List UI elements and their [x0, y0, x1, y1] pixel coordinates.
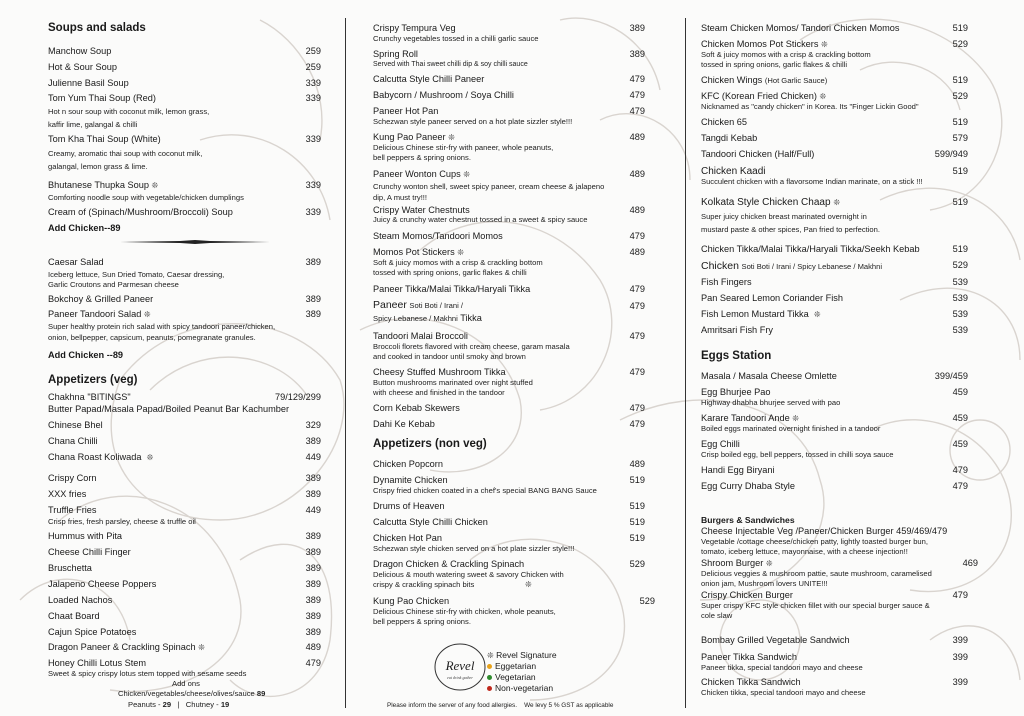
section-title-soups: Soups and salads — [48, 22, 146, 34]
menu-item-price: 389 — [305, 257, 321, 267]
menu-item-desc: tossed with spring onions, garlic flakes & chilli — [373, 268, 527, 277]
menu-item-price: 459 — [952, 387, 968, 397]
menu-item-price: 479 — [629, 301, 645, 311]
menu-item-price: 489 — [629, 205, 645, 215]
menu-item-desc: Delicious Chinese stir-fry with chicken, whole peanuts, — [373, 607, 556, 616]
section-title-eggs: Eggs Station — [701, 350, 772, 362]
signature-icon: ❊ — [765, 559, 773, 568]
menu-item-price: 519 — [952, 244, 968, 254]
menu-item-price: 519 — [629, 533, 645, 543]
menu-item-price: 389 — [629, 23, 645, 33]
menu-item-desc: tomato, iceberg lettuce, mayonnaise, with a cheese injection!! — [701, 547, 908, 556]
menu-item-price: 459 — [952, 413, 968, 423]
menu-item-desc: Delicious & mouth watering sweet & savory Chicken with — [373, 570, 564, 579]
menu-item-name: Calcutta Style Chilli Paneer — [373, 74, 485, 84]
menu-item-name: Tandoori Malai Broccoli — [373, 331, 468, 341]
menu-item-desc: Soft & juicy momos with a crisp & crackling bottom — [373, 258, 543, 267]
section-divider — [120, 240, 270, 244]
menu-item-name: Hummus with Pita — [48, 531, 123, 541]
menu-item-price: 389 — [305, 547, 321, 557]
menu-item-price: 339 — [305, 134, 321, 144]
menu-item-name: Paneer Tandoori Salad ❊ — [48, 309, 151, 319]
menu-item-price: 479 — [629, 74, 645, 84]
menu-item-desc: Sweet & spicy crispy lotus stem topped with sesame seeds — [48, 669, 247, 678]
menu-item-price: 529 — [952, 39, 968, 49]
column-divider — [685, 18, 686, 708]
menu-item-name: Crispy Corn — [48, 473, 97, 483]
menu-item-name: Bruschetta — [48, 563, 92, 573]
signature-icon: ❊ — [151, 181, 159, 190]
menu-item-desc: Creamy, aromatic thai soup with coconut milk, — [48, 149, 203, 158]
menu-item-price: 389 — [305, 611, 321, 621]
menu-item-name: Cheese Injectable Veg /Paneer/Chicken Burger 459/469/479 — [701, 526, 948, 536]
menu-item-price: 539 — [952, 277, 968, 287]
menu-item-name: Spring Roll — [373, 49, 418, 59]
egg-dot-icon — [487, 664, 492, 669]
menu-item-price: 389 — [305, 595, 321, 605]
menu-item-desc: Crisp fries, fresh parsley, cheese & truffle oil — [48, 517, 196, 526]
menu-item-price: 489 — [629, 459, 645, 469]
menu-item-name: Karare Tandoori Ande ❊ — [701, 413, 799, 423]
menu-item-price: 389 — [305, 473, 321, 483]
legend-signature: ❊ Revel Signature — [487, 650, 557, 660]
menu-item-name: Paneer Wonton Cups ❊ — [373, 169, 470, 179]
menu-item-desc: with cheese and finished in the tandoor — [373, 388, 505, 397]
signature-icon: ❊ — [821, 40, 828, 49]
menu-item-price: 489 — [305, 642, 321, 652]
menu-item-name: Babycorn / Mushroom / Soya Chilli — [373, 90, 514, 100]
signature-icon: ❊ — [833, 198, 841, 207]
menu-item-desc: Button mushrooms marinated over night stuffed — [373, 378, 533, 387]
menu-item-desc: Crispy fried chicken coated in a chef's special BANG BANG Sauce — [373, 486, 597, 495]
menu-item-price: 399 — [952, 677, 968, 687]
menu-item-price: 449 — [305, 452, 321, 462]
menu-item-price: 339 — [305, 180, 321, 190]
menu-item-price: 459 — [952, 439, 968, 449]
menu-item-desc: and cooked in tandoor until smoky and brown — [373, 352, 526, 361]
menu-item-price: 479 — [952, 481, 968, 491]
menu-item-name: Steam Momos/Tandoori Momos — [373, 231, 503, 241]
logo-wordmark: Revel — [445, 658, 475, 673]
menu-item-price: 519 — [952, 23, 968, 33]
menu-item-desc: Schezwan style chicken served on a hot plate sizzler style!!! — [373, 544, 575, 553]
menu-item-desc: Delicious Chinese stir-fry with paneer, whole peanuts, — [373, 143, 554, 152]
menu-item-price: 389 — [305, 436, 321, 446]
addons-extra: Peanuts - 29 | Chutney - 19 — [128, 700, 230, 709]
footer-note: Please inform the server of any food allergies. We levy 5 % GST as applicable — [387, 702, 614, 709]
addons-line: Chicken/vegetables/cheese/olives/sauce 89 — [118, 689, 266, 698]
menu-item-desc: cole slaw — [701, 611, 733, 620]
signature-icon: ❊ — [819, 92, 827, 101]
menu-item-name: Bokchoy & Grilled Paneer — [48, 294, 154, 304]
add-chicken-note: Add Chicken --89 — [48, 350, 124, 360]
menu-item-desc: bell peppers & spring onions. — [373, 617, 471, 626]
menu-item-price: 539 — [952, 309, 968, 319]
signature-icon: ❊ — [524, 580, 532, 589]
menu-item-price: 479 — [952, 590, 968, 600]
menu-item-name: Loaded Nachos — [48, 595, 113, 605]
menu-item-name: Chicken Tikka/Malai Tikka/Haryali Tikka/Seekh Kebab — [701, 244, 920, 254]
menu-item-desc: Chicken tikka, special tandoori mayo and cheese — [701, 688, 866, 697]
menu-item-name: Manchow Soup — [48, 46, 112, 56]
menu-item-price: 259 — [305, 62, 321, 72]
menu-item-price: 479 — [305, 658, 321, 668]
menu-item-name: Fish Fingers — [701, 277, 752, 287]
menu-item-desc: Iceberg lettuce, Sun Dried Tomato, Caesar dressing, — [48, 270, 225, 279]
menu-item-price: 479 — [629, 106, 645, 116]
menu-item-desc: Crunchy wonton shell, sweet spicy paneer, cream cheese & jalapeno — [373, 182, 605, 191]
section-title-appetizers-veg: Appetizers (veg) — [48, 374, 138, 386]
menu-item-price: 389 — [305, 563, 321, 573]
menu-item-name: Steam Chicken Momos/ Tandori Chicken Momos — [701, 23, 900, 33]
menu-item-price: 479 — [629, 403, 645, 413]
menu-item-price: 449 — [305, 505, 321, 515]
add-chicken-note: Add Chicken--89 — [48, 223, 121, 233]
logo-tagline: eat drink gather — [447, 675, 473, 680]
menu-item-name: Chakhna "BITINGS" — [48, 392, 131, 402]
signature-icon: ❊ — [487, 651, 494, 660]
veg-dot-icon — [487, 675, 492, 680]
menu-item-name: Tom Kha Thai Soup (White) — [48, 134, 161, 144]
menu-item-name: Chicken Kaadi — [701, 166, 766, 177]
menu-item-name: Dragon Paneer & Crackling Spinach ❊ — [48, 642, 205, 652]
menu-item-name: Calcutta Style Chilli Chicken — [373, 517, 488, 527]
menu-item-name: Paneer Tikka/Malai Tikka/Haryali Tikka — [373, 284, 531, 294]
menu-item-name: Dynamite Chicken — [373, 475, 448, 485]
menu-item-desc: Delicious veggies & mushroom pattie, saute mushroom, caramelised — [701, 569, 932, 578]
menu-item-name: Drums of Heaven — [373, 501, 445, 511]
menu-item-price: 519 — [952, 197, 968, 207]
menu-item-desc: kaffir lime, galangal & chilli — [48, 120, 138, 129]
menu-item-name: Chinese Bhel — [48, 420, 103, 430]
menu-item-desc: tossed in spring onions, garlic flakes & chilli — [701, 60, 848, 69]
signature-icon: ❊ — [448, 133, 455, 142]
menu-item-name: Dahi Ke Kebab — [373, 419, 435, 429]
signature-icon: ❊ — [146, 453, 154, 462]
menu-item-price: 389 — [305, 309, 321, 319]
menu-item-desc: Succulent chicken with a flavorsome Indian marinate, on a stick !!! — [701, 177, 923, 186]
menu-item-price: 519 — [629, 517, 645, 527]
legend-vegetarian: Vegetarian — [487, 672, 557, 683]
menu-item-desc: Super healthy protein rich salad with spicy tandoori paneer/chicken, — [48, 322, 276, 331]
menu-item-name: XXX fries — [48, 489, 87, 499]
menu-item-name: Egg Curry Dhaba Style — [701, 481, 795, 491]
menu-item-name: Chicken 65 — [701, 117, 747, 127]
menu-item-desc: Paneer tikka, special tandoori mayo and cheese — [701, 663, 863, 672]
menu-item-desc: galangal, lemon grass & lime. — [48, 162, 148, 171]
menu-item-name: Masala / Masala Cheese Omlette — [701, 371, 837, 381]
menu-item-price: 599/949 — [934, 149, 968, 159]
menu-item-name: Pan Seared Lemon Coriander Fish — [701, 293, 843, 303]
signature-icon: ❊ — [143, 310, 151, 319]
menu-item-name: Corn Kebab Skewers — [373, 403, 460, 413]
menu-item-desc: Crunchy vegetables tossed in a chilli garlic sauce — [373, 34, 539, 43]
legend-eggetarian: Eggetarian — [487, 661, 557, 672]
menu-item-desc: Juicy & crunchy water chestnut tossed in a sweet & spicy sauce — [373, 215, 588, 224]
revel-logo — [433, 642, 487, 692]
menu-item-price: 389 — [305, 627, 321, 637]
addons-title: Add ons — [172, 679, 200, 688]
legend — [487, 650, 557, 694]
menu-item-price: 519 — [629, 501, 645, 511]
menu-item-name: Chicken Tikka Sandwich — [701, 677, 801, 687]
menu-item-desc: onion, bellpepper, capsicum, peanuts, pomegranate granules. — [48, 333, 256, 342]
menu-item-name: Paneer Tikka Sandwich — [701, 652, 798, 662]
menu-item-price: 479 — [952, 465, 968, 475]
menu-item-name: Chicken Hot Pan — [373, 533, 442, 543]
menu-item-price: 79/129/299 — [275, 392, 321, 402]
menu-item-price: 489 — [629, 247, 645, 257]
menu-item-desc: Crisp boiled egg, bell peppers, tossed in chilli soya sauce — [701, 450, 894, 459]
menu-item-price: 389 — [305, 531, 321, 541]
menu-item-desc: Nicknamed as "candy chicken" in Korea. Its "Finger Lickin Good" — [701, 102, 919, 111]
menu-item-desc: mustard paste & other spices, Pan fried to perfection. — [701, 225, 880, 234]
menu-item-name: Tandoori Chicken (Half/Full) — [701, 149, 815, 159]
menu-item-name: Crispy Chicken Burger — [701, 590, 793, 600]
menu-item-name: Hot & Sour Soup — [48, 62, 117, 72]
menu-item-price: 479 — [629, 331, 645, 341]
menu-item-price: 479 — [629, 231, 645, 241]
menu-item-price: 539 — [952, 325, 968, 335]
menu-item-name: Cajun Spice Potatoes — [48, 627, 137, 637]
menu-item-desc: Boiled eggs marinated overnight finished in a tandoor — [701, 424, 881, 433]
menu-item-price: 529 — [639, 596, 655, 606]
menu-item-name: Honey Chilli Lotus Stem — [48, 658, 147, 668]
menu-item-desc: Super juicy chicken breast marinated overnight in — [701, 212, 867, 221]
menu-item-name: Chicken Soti Boti / Irani / Spicy Lebanese / Makhni — [701, 260, 883, 272]
menu-item-name: Chicken Popcorn — [373, 459, 443, 469]
menu-item-price: 339 — [305, 93, 321, 103]
menu-item-desc: Served with Thai sweet chilli dip & soy chilli sauce — [373, 61, 528, 68]
menu-item-price: 489 — [629, 132, 645, 142]
menu-item-desc: Highway dhabha bhurjee served with pao — [701, 398, 841, 407]
menu-item-desc: Garlic Croutons and Parmesan cheese — [48, 280, 179, 289]
menu-item-desc: Broccoli florets flavored with cream cheese, garam masala — [373, 342, 570, 351]
menu-item-price: 339 — [305, 78, 321, 88]
menu-item-desc: Comforting noodle soup with vegetable/chicken dumplings — [48, 193, 244, 202]
menu-item-price: 529 — [952, 91, 968, 101]
signature-icon: ❊ — [813, 310, 821, 319]
menu-item-price: 479 — [629, 419, 645, 429]
menu-item-desc: Spicy Lebanese / Makhni Tikka — [373, 313, 482, 323]
menu-item-name: Egg Bhurjee Pao — [701, 387, 771, 397]
menu-item-name: KFC (Korean Fried Chicken) ❊ — [701, 91, 827, 101]
menu-item-price: 529 — [629, 559, 645, 569]
menu-item-desc: Butter Papad/Masala Papad/Boiled Peanut Bar Kachumber — [48, 404, 290, 414]
menu-item-price: 389 — [305, 579, 321, 589]
menu-item-name: Chana Roast Koliwada ❊ — [48, 452, 154, 462]
menu-item-desc: Vegetable /cottage cheese/chicken patty, lightly toasted burger bun, — [701, 537, 928, 546]
menu-item-desc: Super crispy KFC style chicken fillet with our special burger sauce & — [701, 601, 930, 610]
menu-item-price: 399 — [952, 652, 968, 662]
menu-item-price: 389 — [305, 294, 321, 304]
menu-item-price: 479 — [629, 284, 645, 294]
column-divider — [345, 18, 346, 708]
menu-item-price: 519 — [952, 166, 968, 176]
menu-item-name: Cheese Chilli Finger — [48, 547, 131, 557]
menu-item-name: Bombay Grilled Vegetable Sandwich — [701, 635, 850, 645]
menu-item-desc: bell peppers & spring onions. — [373, 153, 471, 162]
menu-item-price: 519 — [952, 117, 968, 127]
menu-item-name: Egg Chilli — [701, 439, 740, 449]
menu-item-desc: Schezwan style paneer served on a hot plate sizzler style!!! — [373, 117, 573, 126]
menu-item-price: 579 — [952, 133, 968, 143]
menu-item-desc: crispy & crackling spinach bits ❊ — [373, 580, 532, 589]
menu-item-name: Cheesy Stuffed Mushroom Tikka — [373, 367, 506, 377]
menu-item-price: 479 — [629, 90, 645, 100]
menu-item-price: 389 — [629, 49, 645, 59]
signature-icon: ❊ — [457, 248, 464, 257]
menu-item-name: Crispy Tempura Veg — [373, 23, 456, 33]
menu-item-name: Tangdi Kebab — [701, 133, 758, 143]
menu-item-name: Chana Chilli — [48, 436, 98, 446]
menu-item-name: Chaat Board — [48, 611, 100, 621]
menu-item-name: Kung Pao Chicken — [373, 596, 450, 606]
menu-item-price: 519 — [952, 75, 968, 85]
signature-icon: ❊ — [198, 643, 205, 652]
menu-item-name: Tom Yum Thai Soup (Red) — [48, 93, 156, 103]
menu-item-name: Amritsari Fish Fry — [701, 325, 773, 335]
menu-item-name: Kolkata Style Chicken Chaap ❊ — [701, 197, 841, 208]
menu-item-name: Paneer Hot Pan — [373, 106, 439, 116]
menu-item-name: Dragon Chicken & Crackling Spinach — [373, 559, 525, 569]
menu-item-name: Chicken Wings (Hot Garlic Sauce) — [701, 75, 828, 85]
menu-item-name: Crispy Water Chestnuts — [373, 205, 470, 215]
signature-icon: ❊ — [792, 414, 799, 423]
menu-item-price: 539 — [952, 293, 968, 303]
menu-item-name: Jalapeno Cheese Poppers — [48, 579, 157, 589]
menu-item-desc: Soft & juicy momos with a crisp & crackling bottom — [701, 50, 871, 59]
menu-item-name: Paneer Soti Boti / Irani / — [373, 299, 464, 311]
menu-item-name: Momos Pot Stickers ❊ — [373, 247, 464, 257]
menu-item-price: 399 — [952, 635, 968, 645]
menu-item-price: 479 — [629, 367, 645, 377]
menu-item-price: 489 — [629, 169, 645, 179]
menu-item-desc: onion jam, Mushroom lovers UNITE!!! — [701, 579, 828, 588]
menu-item-name: Handi Egg Biryani — [701, 465, 775, 475]
menu-item-price: 259 — [305, 46, 321, 56]
menu-item-price: 469 — [962, 558, 978, 568]
menu-item-price: 529 — [952, 260, 968, 270]
menu-item-price: 339 — [305, 207, 321, 217]
menu-item-name: Bhutanese Thupka Soup ❊ — [48, 180, 159, 190]
menu-item-name: Cream of (Spinach/Mushroom/Broccoli) Soup — [48, 207, 233, 217]
menu-item-desc: dip, A must try!!! — [373, 193, 428, 202]
section-title-appetizers-nonveg: Appetizers (non veg) — [373, 438, 487, 450]
menu-item-price: 519 — [629, 475, 645, 485]
menu-item-price: 329 — [305, 420, 321, 430]
section-title-burgers: Burgers & Sandwiches — [701, 515, 795, 525]
menu-item-name: Shroom Burger ❊ — [701, 558, 773, 568]
legend-nonveg: Non-vegetarian — [487, 683, 557, 694]
menu-item-name: Fish Lemon Mustard Tikka ❊ — [701, 309, 821, 319]
nonveg-dot-icon — [487, 686, 492, 691]
menu-item-desc: Hot n sour soup with coconut milk, lemon grass, — [48, 107, 210, 116]
menu-item-name: Kung Pao Paneer ❊ — [373, 132, 455, 142]
menu-item-name: Caesar Salad — [48, 257, 104, 267]
menu-item-name: Julienne Basil Soup — [48, 78, 129, 88]
signature-icon: ❊ — [463, 170, 470, 179]
menu-item-price: 399/459 — [934, 371, 968, 381]
menu-item-price: 389 — [305, 489, 321, 499]
menu-item-name: Chicken Momos Pot Stickers ❊ — [701, 39, 828, 49]
menu-item-name: Truffle Fries — [48, 505, 97, 515]
